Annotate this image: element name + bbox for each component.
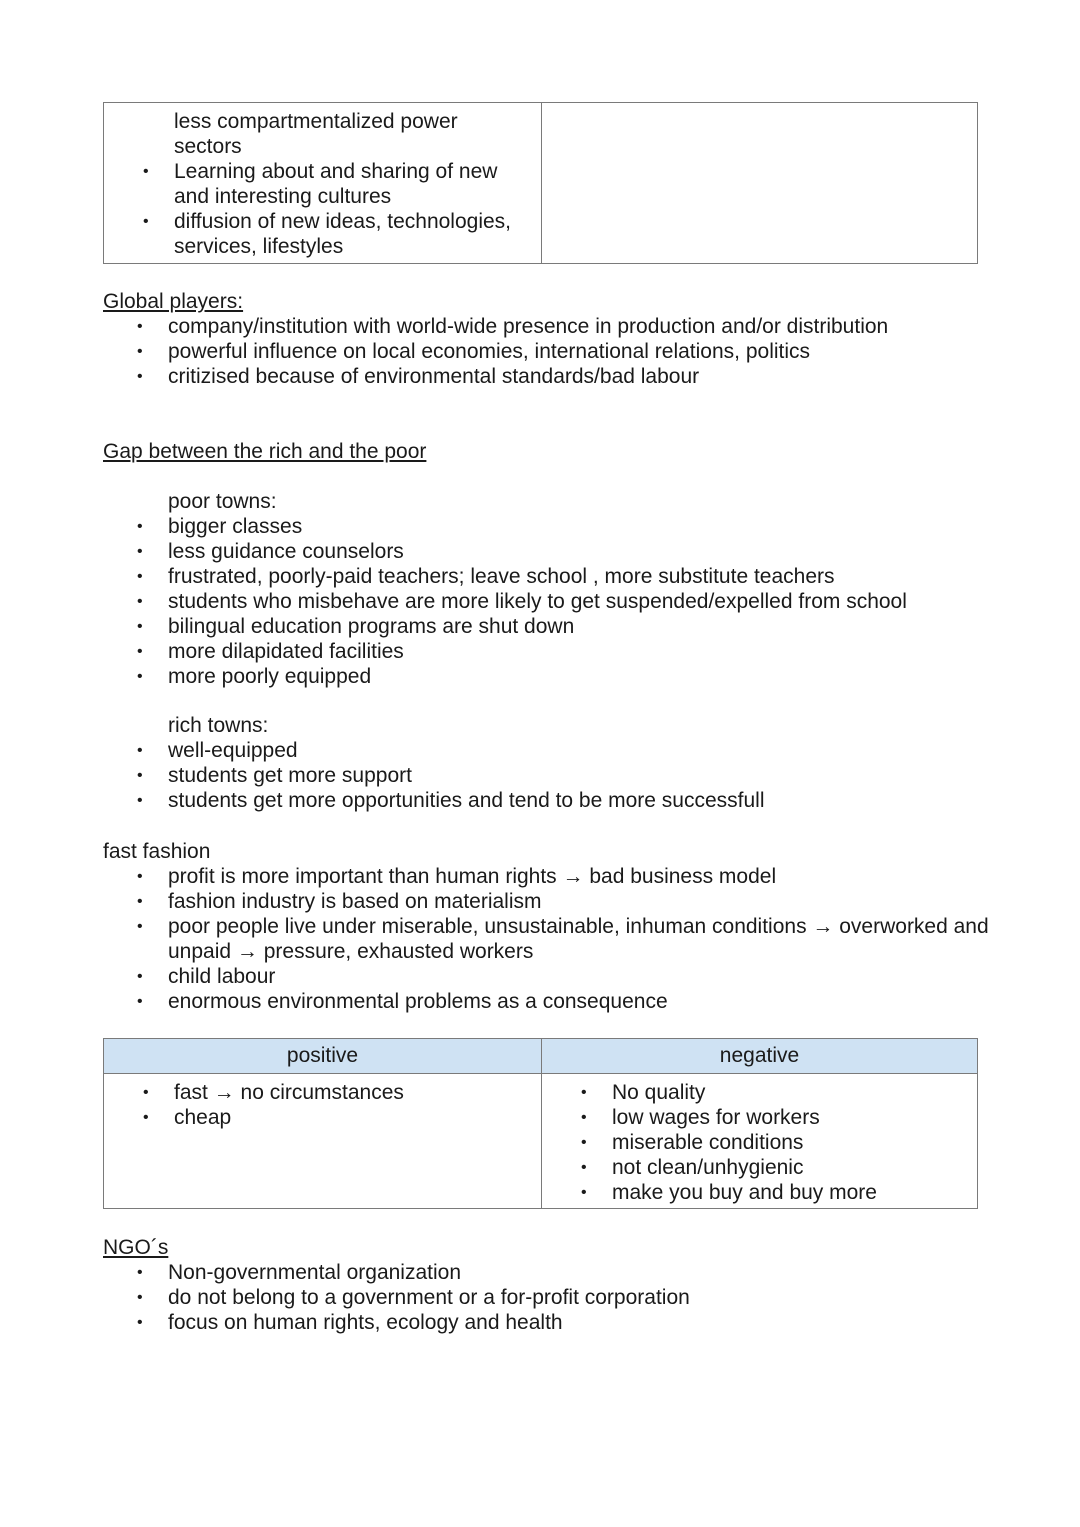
poor-towns-list <box>103 489 993 689</box>
list-item: • company/institution with world-wide presence in production and/or distribution <box>103 314 993 339</box>
list-item: • more poorly equipped <box>103 664 993 689</box>
list-item: • fast → no circumstances <box>104 1080 541 1105</box>
negative-header: negative <box>542 1039 978 1074</box>
left-list <box>104 109 541 259</box>
list-item: • less guidance counselors <box>103 539 993 564</box>
list-item: • bilingual education programs are shut down <box>103 614 993 639</box>
section-heading: Gap between the rich and the poor <box>103 440 427 463</box>
section-heading: NGO´s <box>103 1236 169 1259</box>
list-item: • No quality <box>542 1080 977 1105</box>
list-item: • cheap <box>104 1105 541 1130</box>
list-item: • Learning about and sharing of new and interesting cultures <box>104 159 531 209</box>
fast-fashion-list <box>103 864 993 1014</box>
list-item: • diffusion of new ideas, technologies, services, lifestyles <box>104 209 531 259</box>
table-cell-right <box>542 103 978 264</box>
poor-towns-label: poor towns: <box>168 490 277 513</box>
fast-fashion-section <box>103 839 993 1014</box>
positive-header: positive <box>104 1039 542 1074</box>
list-item: • not clean/unhygienic <box>542 1155 977 1180</box>
positive-cell <box>104 1074 542 1209</box>
list-item: less compartmentalized power sectors <box>174 110 458 158</box>
list-item: • fashion industry is based on materialism <box>103 889 993 914</box>
negative-cell <box>542 1074 978 1209</box>
ngos-list <box>103 1260 993 1335</box>
list-item: • child labour <box>103 964 993 989</box>
list-item: • students who misbehave are more likely to get suspended/expelled from school <box>103 589 993 614</box>
list-item: • critizised because of environmental standards/bad labour <box>103 364 993 389</box>
list-item: • more dilapidated facilities <box>103 639 993 664</box>
negative-list <box>542 1080 977 1205</box>
list-item: • Non-governmental organization <box>103 1260 993 1285</box>
globalization-table <box>103 102 978 264</box>
rich-towns-list <box>103 713 993 813</box>
global-players-section <box>103 289 993 389</box>
global-players-list <box>103 314 993 389</box>
list-item: • students get more opportunities and tend to be more successfull <box>103 788 993 813</box>
ngos-section <box>103 1235 993 1335</box>
list-item: • students get more support <box>103 763 993 788</box>
positive-list <box>104 1080 541 1130</box>
list-item: • miserable conditions <box>542 1130 977 1155</box>
gap-section <box>103 439 993 813</box>
rich-towns-label: rich towns: <box>168 714 269 737</box>
fashion-pros-cons-table <box>103 1038 978 1209</box>
list-item: • profit is more important than human rights → bad business model <box>103 864 993 889</box>
section-heading: Global players: <box>103 290 244 313</box>
table-cell-left <box>104 103 542 264</box>
list-item: • enormous environmental problems as a consequence <box>103 989 993 1014</box>
list-item: • well-equipped <box>103 738 993 763</box>
list-item: • bigger classes <box>103 514 993 539</box>
section-heading: fast fashion <box>103 840 211 863</box>
list-item: • make you buy and buy more <box>542 1180 977 1205</box>
list-item: • low wages for workers <box>542 1105 977 1130</box>
list-item: • focus on human rights, ecology and health <box>103 1310 993 1335</box>
list-item: • poor people live under miserable, unsustainable, inhuman conditions → overworked and unpaid → pressure, exhausted workers <box>103 914 993 964</box>
list-item: • do not belong to a government or a for-profit corporation <box>103 1285 993 1310</box>
list-item: • powerful influence on local economies, international relations, politics <box>103 339 993 364</box>
list-item: • frustrated, poorly-paid teachers; leave school , more substitute teachers <box>103 564 993 589</box>
